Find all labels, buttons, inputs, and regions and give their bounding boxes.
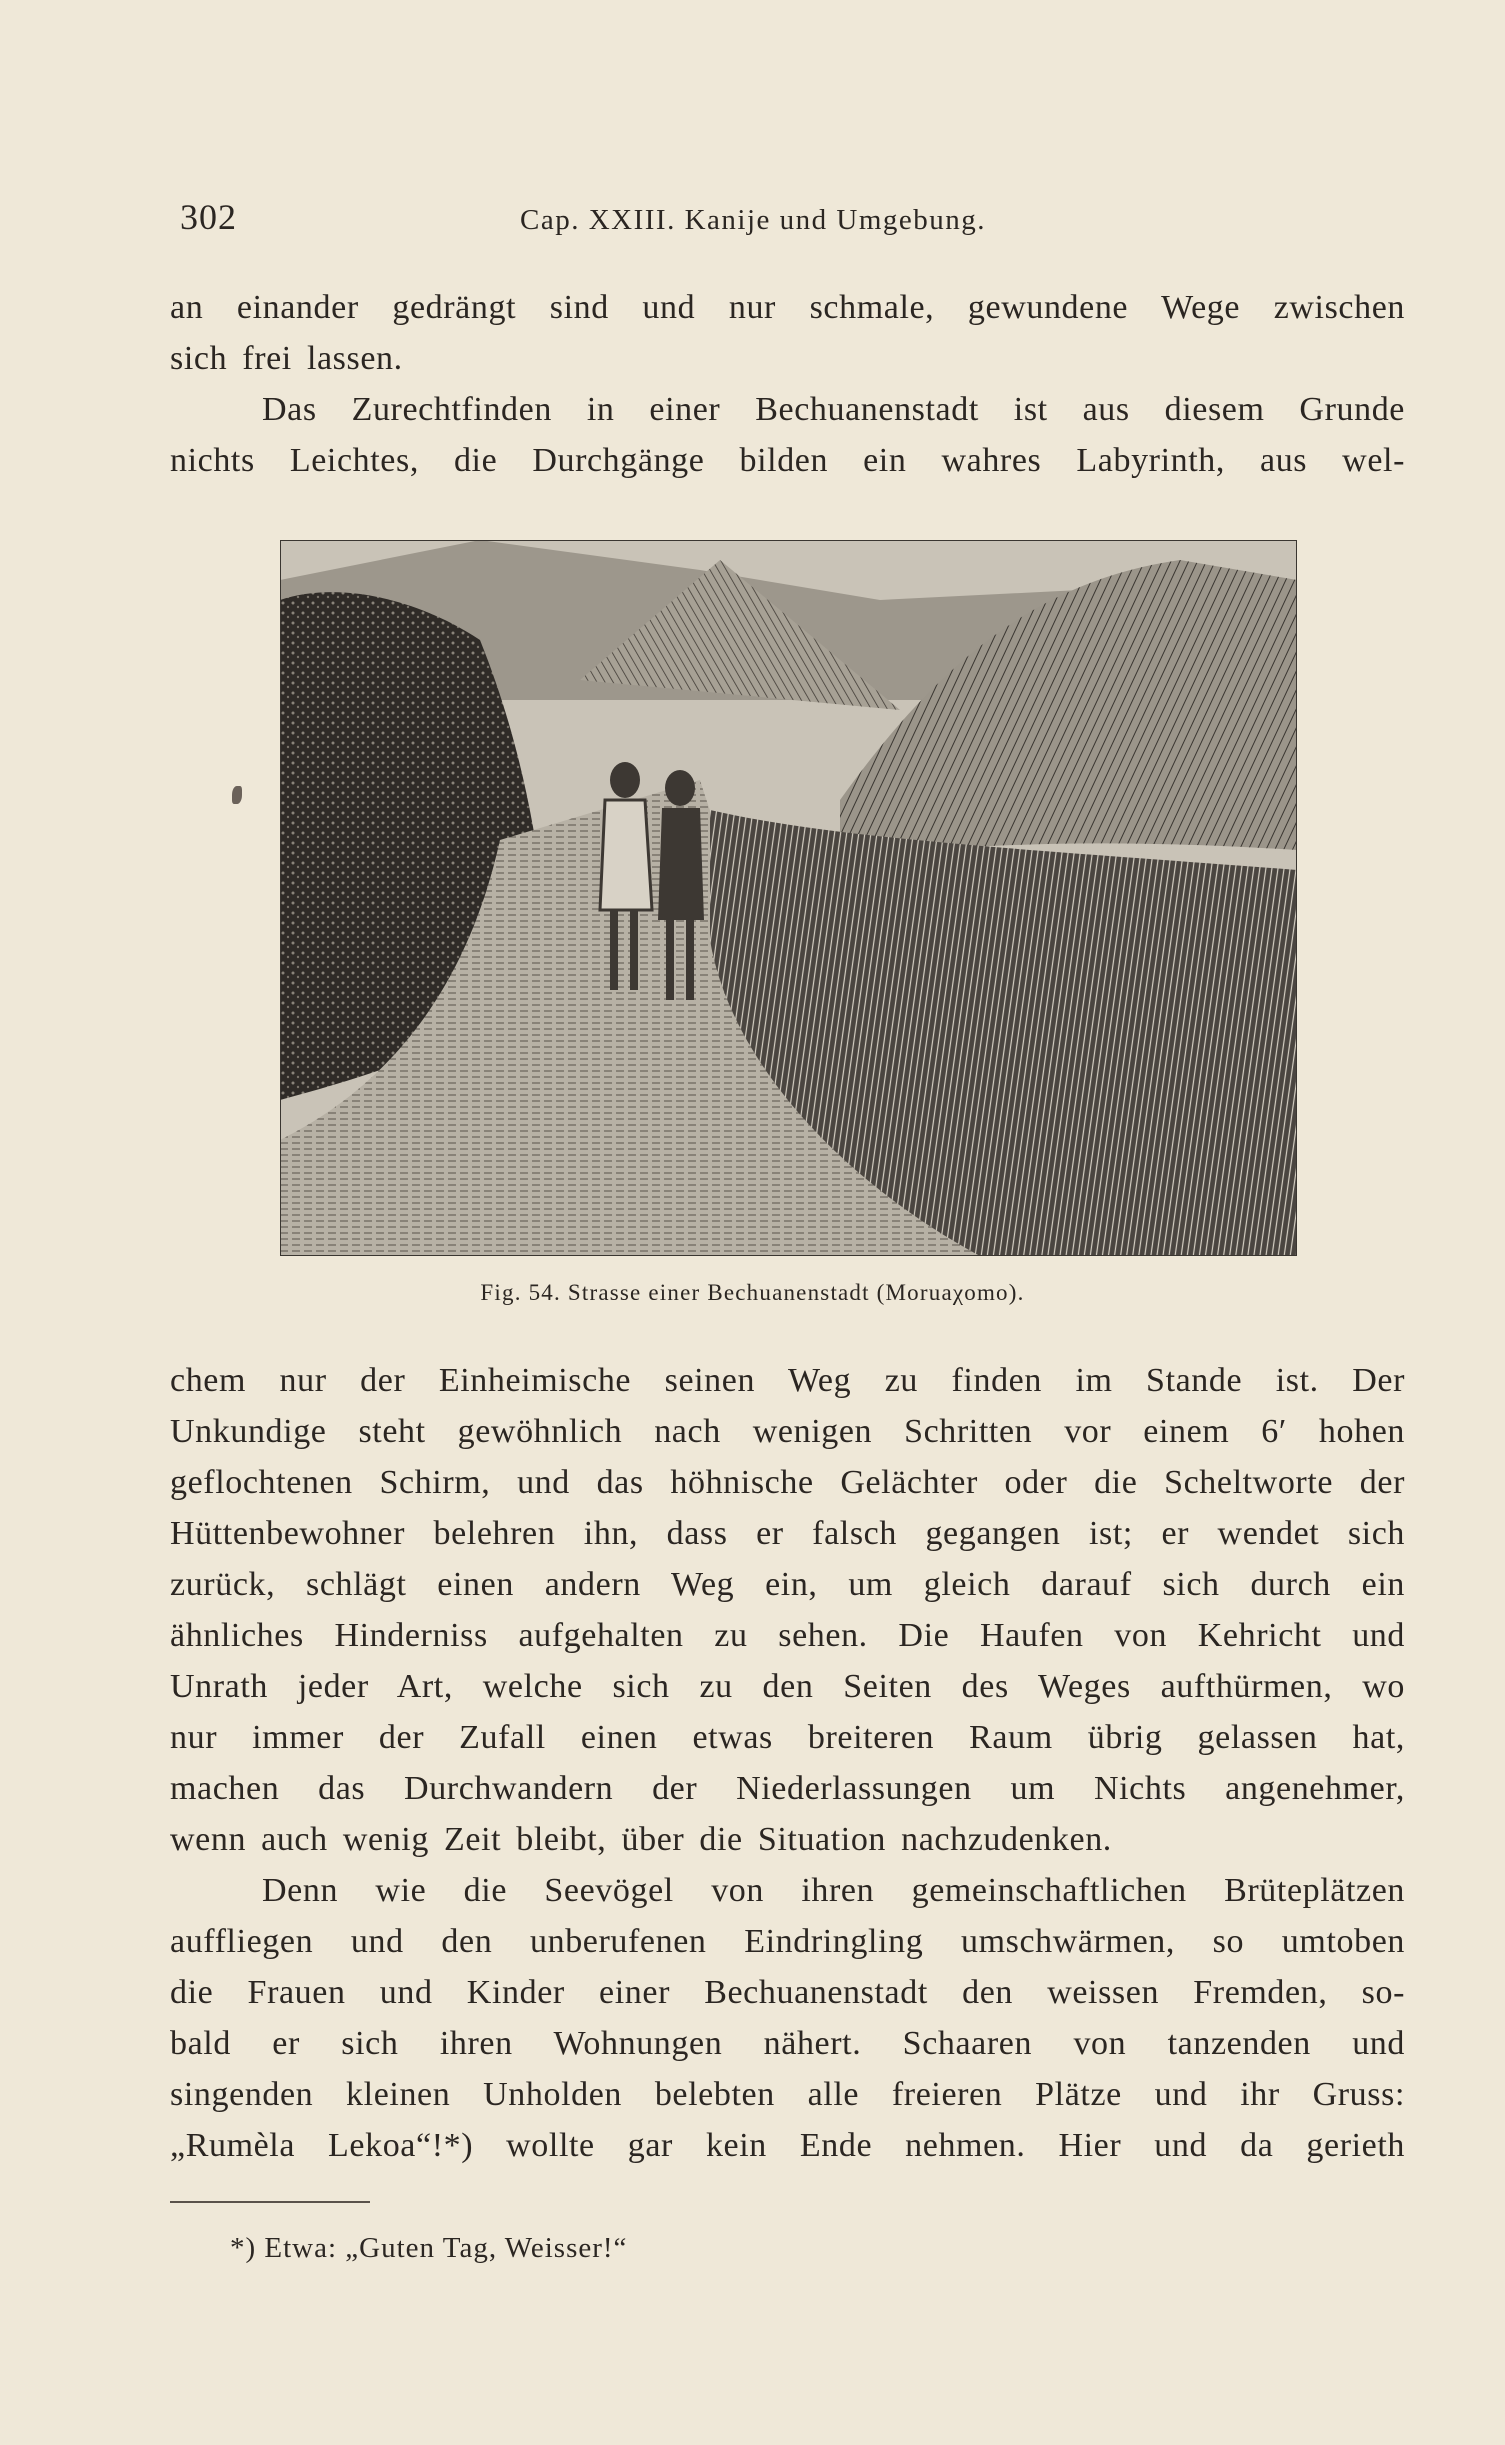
footnote-divider — [170, 2201, 370, 2203]
text-line: chem nur der Einheimische seinen Weg zu finden im Stande ist. Der — [170, 1362, 1405, 1399]
text-line: Das Zurechtfinden in einer Bechuanenstadt ist aus diesem Grunde — [262, 391, 1405, 428]
text-line: an einander gedrängt sind und nur schmale, gewundene Wege zwischen — [170, 289, 1405, 326]
paragraph — [170, 282, 1405, 384]
text-line: geflochtenen Schirm, und das höhnische Gelächter oder die Scheltworte der — [170, 1464, 1405, 1501]
text-line: die Frauen und Kinder einer Bechuanenstadt den weissen Fremden, so- — [170, 1974, 1405, 2011]
text-line: auffliegen und den unberufenen Eindringling umschwärmen, so umtoben — [170, 1923, 1405, 1960]
engraving-illustration — [280, 540, 1297, 1256]
paragraph — [170, 384, 1405, 486]
text-line: singenden kleinen Unholden belebten alle freieren Plätze und ihr Gruss: — [170, 2076, 1405, 2113]
text-block-top — [170, 282, 1405, 486]
margin-mark — [232, 786, 242, 804]
text-line: zurück, schlägt einen andern Weg ein, um gleich darauf sich durch ein — [170, 1566, 1405, 1603]
text-line: sich frei lassen. — [170, 340, 403, 377]
text-block-bottom — [170, 1355, 1405, 2171]
text-line: ähnliches Hinderniss aufgehalten zu sehen. Die Haufen von Kehricht und — [170, 1617, 1405, 1654]
text-line: Unrath jeder Art, welche sich zu den Seiten des Weges aufthürmen, wo — [170, 1668, 1405, 1705]
text-line: Unkundige steht gewöhnlich nach wenigen Schritten vor einem 6′ hohen — [170, 1413, 1405, 1450]
page-number: 302 — [180, 197, 237, 237]
text-line: „Rumèla Lekoa“!*) wollte gar kein Ende nehmen. Hier und da gerieth — [170, 2127, 1405, 2164]
text-line: machen das Durchwandern der Niederlassungen um Nichts angenehmer, — [170, 1770, 1405, 1807]
running-head: Cap. XXIII. Kanije und Umgebung. — [520, 204, 986, 236]
text-line: nichts Leichtes, die Durchgänge bilden ein wahres Labyrinth, aus wel- — [170, 442, 1405, 479]
figure-caption: Fig. 54. Strasse einer Bechuanenstadt (Moruaχomo). — [480, 1280, 1025, 1305]
paragraph — [170, 1865, 1405, 2171]
text-line: nur immer der Zufall einen etwas breiteren Raum übrig gelassen hat, — [170, 1719, 1405, 1756]
page-header — [180, 196, 1400, 246]
footnote: *) Etwa: „Guten Tag, Weisser!“ — [230, 2232, 628, 2264]
text-line: wenn auch wenig Zeit bleibt, über die Situation nachzudenken. — [170, 1821, 1112, 1858]
text-line: Hüttenbewohner belehren ihn, dass er falsch gegangen ist; er wendet sich — [170, 1515, 1405, 1552]
paragraph — [170, 1355, 1405, 1865]
text-line: bald er sich ihren Wohnungen nähert. Schaaren von tanzenden und — [170, 2025, 1405, 2062]
text-line: Denn wie die Seevögel von ihren gemeinschaftlichen Brüteplätzen — [262, 1872, 1405, 1909]
